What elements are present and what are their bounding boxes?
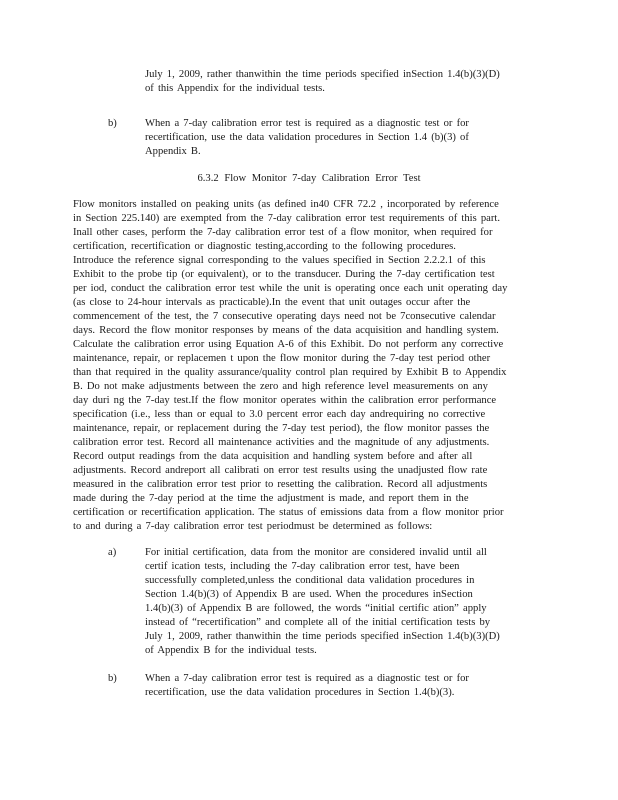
continuation-line: July 1, 2009, rather thanwithin the time periods specified inSection 1.4(b)(3)(D) (145, 69, 500, 80)
item-a-line: 1.4(b)(3) of Appendix B are followed, the words “initial certific ation” apply (145, 603, 487, 614)
item-b-label: b) (108, 673, 117, 684)
item-b-line: recertification, use the data validation procedures in Section 1.4(b)(3). (145, 687, 455, 698)
item-b-line: Appendix B. (145, 146, 201, 157)
paragraph-line: per iod, conduct the calibration error test while the unit is operating once each unit operating day (73, 283, 508, 294)
paragraph-line: adjustments. Record andreport all calibrati on error test results using the unadjusted flow rate (73, 465, 488, 476)
item-a-line: July 1, 2009, rather thanwithin the time periods specified inSection 1.4(b)(3)(D) (145, 631, 500, 642)
item-a-line: For initial certification, data from the monitor are considered invalid until all (145, 547, 487, 558)
paragraph-line: measured in the calibration error test prior to resetting the calibration. Record all adjustments (73, 479, 488, 490)
item-a-line: certif ication tests, including the 7-day calibration error test, have been (145, 561, 460, 572)
paragraph-line: certification, recertification or diagnostic testing,according to the following procedures. (73, 241, 456, 252)
paragraph-line: Record output readings from the data acquisition and handling system before and after all (73, 451, 473, 462)
paragraph-line: made during the 7-day period at the time the adjustment is made, and report them in the (73, 493, 469, 504)
paragraph-line: day duri ng the 7-day test.If the flow monitor operates within the calibration error performance (73, 395, 497, 406)
paragraph-line: (as close to 24-hour intervals as practicable).In the event that unit outages occur after the (73, 297, 471, 308)
item-b-line: recertification, use the data validation procedures in Section 1.4 (b)(3) of (145, 132, 469, 143)
paragraph-line: Flow monitors installed on peaking units (as defined in40 CFR 72.2 , incorporated by reference (73, 199, 499, 210)
paragraph-line: to and during a 7-day calibration error test periodmust be determined as follows: (73, 521, 433, 532)
continuation-line: of this Appendix for the individual tests. (145, 83, 325, 94)
item-b-label: b) (108, 118, 117, 129)
paragraph-line: Exhibit to the probe tip (or equivalent), or to the transducer. During the 7-day certification test (73, 269, 495, 280)
item-a-label: a) (108, 547, 117, 558)
paragraph-line: specification (i.e., less than or equal to 3.0 percent error each day andrequiring no corrective (73, 409, 486, 420)
paragraph-line: maintenance, repair, or replacement during the 7-day test period), the flow monitor passes the (73, 423, 490, 434)
paragraph-line: Calculate the calibration error using Equation A-6 of this Exhibit. Do not perform any corrective (73, 339, 504, 350)
paragraph-line: than that required in the quality assurance/quality control plan required by Exhibit B to Appendix (73, 367, 507, 378)
paragraph-line: Inall other cases, perform the 7-day calibration error test of a flow monitor, when required for (73, 227, 493, 238)
item-a-line: of Appendix B for the individual tests. (145, 645, 317, 656)
paragraph-line: maintenance, repair, or replacemen t upon the flow monitor during the 7-day test period other (73, 353, 491, 364)
item-a-line: successfully completed,unless the conditional data validation procedures in (145, 575, 475, 586)
paragraph-line: days. Record the flow monitor responses by means of the data acquisition and handling system. (73, 325, 499, 336)
paragraph-line: B. Do not make adjustments between the zero and high reference level measurements on any (73, 381, 488, 392)
item-a-line: Section 1.4(b)(3) of Appendix B are used. When the procedures inSection (145, 589, 473, 600)
paragraph-line: certification or recertification application. The status of emissions data from a flow monitor prior (73, 507, 504, 518)
paragraph-line: commencement of the test, the 7 consecutive operating days need not be 7consecutive calendar (73, 311, 496, 322)
paragraph-line: calibration error test. Record all maintenance activities and the magnitude of any adjustments. (73, 437, 490, 448)
paragraph-line: in Section 225.140) are exempted from the 7-day calibration error test requirements of this part. (73, 213, 500, 224)
paragraph-line: Introduce the reference signal corresponding to the values specified in Section 2.2.2.1 of this (73, 255, 486, 266)
item-b-line: When a 7-day calibration error test is required as a diagnostic test or for (145, 673, 469, 684)
section-heading: 6.3.2 Flow Monitor 7-day Calibration Error Test (197, 173, 421, 184)
item-a-line: instead of “recertification” and complete all of the initial certification tests by (145, 617, 491, 628)
item-b-line: When a 7-day calibration error test is required as a diagnostic test or for (145, 118, 469, 129)
